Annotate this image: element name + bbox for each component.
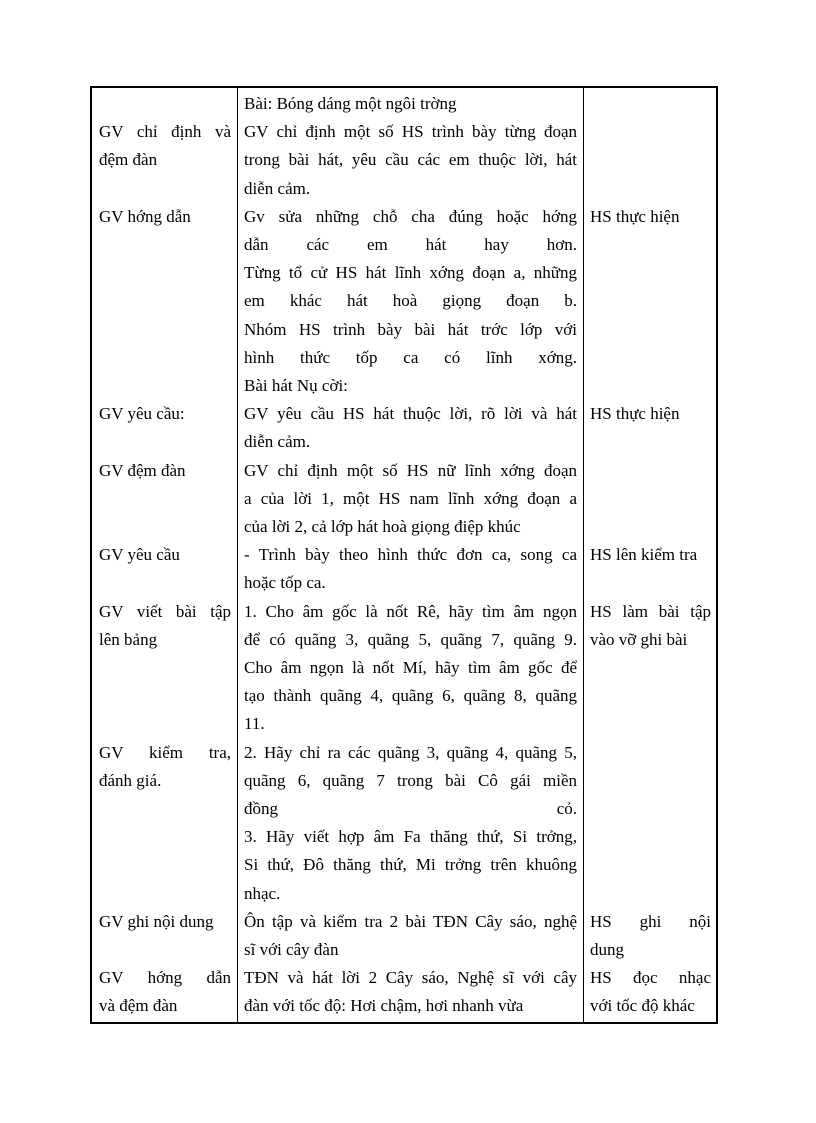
teacher-cell — [99, 203, 231, 231]
text-line: HS thực hiện — [590, 404, 680, 424]
text-line: GV hớng dẫn — [99, 968, 231, 988]
content-column — [238, 87, 584, 1023]
teacher-cell — [99, 541, 231, 569]
text-line: GV chỉ định và — [99, 122, 231, 142]
content-cell — [244, 457, 577, 542]
text-line: TĐN và hát lời 2 Cây sáo, Nghệ sĩ với cây — [244, 968, 577, 988]
text-line: GV hớng dẫn — [99, 206, 191, 226]
text-line: HS ghi nội — [590, 911, 711, 931]
text-line: 2. Hãy chỉ ra các quãng 3, quãng 4, quãng 5, — [244, 742, 577, 762]
text-line: hoặc tốp ca. — [244, 573, 326, 593]
text-line: trong bài hát, yêu cầu các em thuộc lời, hát — [244, 150, 577, 170]
content-cell — [244, 964, 577, 1020]
content-cell — [244, 908, 577, 964]
text-line: GV kiểm tra, — [99, 742, 231, 762]
text-line: GV chỉ định một số HS nữ lĩnh xớng đoạn — [244, 460, 577, 480]
text-line: đánh giá. — [99, 770, 162, 790]
student-cell — [590, 598, 711, 654]
student-cell — [590, 541, 711, 569]
text-line: sĩ với cây đàn — [244, 940, 339, 959]
student-cell — [590, 400, 711, 428]
content-cell — [244, 400, 577, 456]
student-cell — [590, 908, 711, 964]
text-line: Từng tổ cử HS hát lĩnh xớng đoạn a, những — [244, 263, 577, 283]
text-line: dung — [590, 940, 624, 959]
student-cell — [590, 203, 711, 231]
text-line: nhạc. — [244, 883, 281, 903]
text-line: hình thức tốp ca có lĩnh xớng. — [244, 347, 577, 367]
content-cell — [244, 739, 577, 908]
lesson-plan-table — [90, 86, 718, 1024]
text-line: lên bảng — [99, 629, 158, 649]
text-line: Bài: Bóng dáng một ngôi trờng — [244, 94, 457, 113]
teacher-cell — [99, 118, 231, 174]
text-line: đồng cỏ. — [244, 799, 577, 818]
text-line: quãng 6, quãng 7 trong bài Cô gái miền — [244, 770, 577, 790]
text-line: HS làm bài tập — [590, 601, 711, 621]
text-line: Cho âm ngọn là nốt Mí, hãy tìm âm gốc để — [244, 658, 577, 677]
student-cell — [590, 964, 711, 1020]
text-line: GV chỉ định một số HS trình bày từng đoạn — [244, 122, 577, 142]
text-line: a của lời 1, một HS nam lĩnh xớng đoạn a — [244, 488, 577, 508]
content-cell — [244, 118, 577, 203]
text-line: GV yêu cầu HS hát thuộc lời, rõ lời và hát — [244, 404, 577, 424]
text-line: của lời 2, cả lớp hát hoà giọng điệp khúc — [244, 517, 521, 536]
text-line: vào vỡ ghi bài — [590, 629, 688, 649]
text-line: 3. Hãy viết hợp âm Fa thăng thứ, Si trởng, — [244, 827, 577, 847]
text-line: GV yêu cầu — [99, 545, 180, 565]
text-line: diễn cảm. — [244, 178, 311, 198]
text-line: diễn cảm. — [244, 432, 311, 452]
text-line: để có quãng 3, quãng 5, quãng 7, quãng 9. — [244, 629, 577, 649]
teacher-activity-column — [93, 87, 238, 1023]
student-activity-column — [584, 87, 715, 1023]
text-line: HS lên kiểm tra — [590, 545, 698, 565]
text-line: GV yêu cầu: — [99, 404, 185, 424]
text-line: đệm đàn — [99, 150, 158, 170]
teacher-cell — [99, 457, 231, 485]
teacher-cell — [99, 964, 231, 1020]
text-line: Gv sửa những chỗ cha đúng hoặc hớng — [244, 206, 577, 226]
text-line: 11. — [244, 714, 265, 734]
content-cell — [244, 598, 577, 739]
text-line: GV ghi nội dung — [99, 911, 214, 931]
text-line: dẫn các em hát hay hơn. — [244, 235, 577, 254]
text-line: GV viết bài tập — [99, 601, 231, 621]
text-line: GV đệm đàn — [99, 460, 186, 480]
teacher-cell — [99, 739, 231, 795]
teacher-cell — [99, 908, 231, 936]
content-cell — [244, 90, 577, 118]
text-line: HS thực hiện — [590, 206, 680, 226]
text-line: Si thứ, Đô thăng thứ, Mi trởng trên khuông — [244, 855, 577, 875]
text-line: 1. Cho âm gốc là nốt Rê, hãy tìm âm ngọn — [244, 601, 577, 621]
teacher-cell — [99, 400, 231, 428]
text-line: Ôn tập và kiểm tra 2 bài TĐN Cây sáo, nghệ — [244, 911, 577, 931]
text-line: và đệm đàn — [99, 996, 178, 1016]
text-line: với tốc độ khác — [590, 996, 695, 1016]
text-line: HS đọc nhạc — [590, 968, 711, 988]
text-line: Nhóm HS trình bày bài hát trớc lớp với — [244, 319, 577, 339]
content-cell — [244, 541, 577, 597]
text-line: - Trình bày theo hình thức đơn ca, song ca — [244, 545, 577, 565]
teacher-cell — [99, 598, 231, 654]
text-line: tạo thành quãng 4, quãng 6, quãng 8, quãng — [244, 686, 577, 706]
text-line: Bài hát Nụ cời: — [244, 376, 348, 396]
content-cell — [244, 203, 577, 400]
text-line: đàn với tốc độ: Hơi chậm, hơi nhanh vừa — [244, 996, 524, 1016]
text-line: em khác hát hoà giọng đoạn b. — [244, 291, 577, 311]
